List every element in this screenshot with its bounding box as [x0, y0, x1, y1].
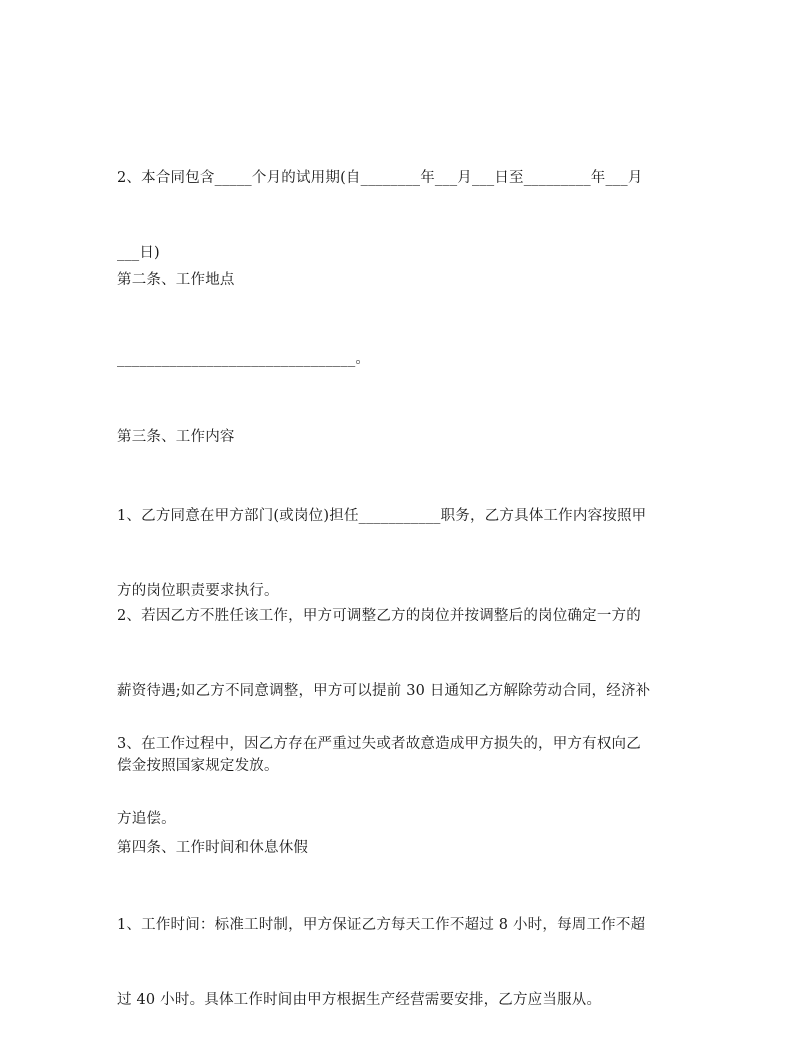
heading-text: 第四条、工作时间和休息休假 — [117, 840, 309, 856]
text-line: ___日) — [117, 245, 160, 261]
heading-text: 第三条、工作内容 — [117, 429, 235, 445]
text-line: 方的岗位职责要求执行。 — [117, 583, 279, 599]
text-line: 薪资待遇;如乙方不同意调整，甲方可以提前 30 日通知乙方解除劳动合同，经济补 — [117, 683, 651, 699]
text-line: 偿金按照国家规定发放。 — [117, 758, 279, 774]
text-line: 1、乙方同意在甲方部门(或岗位)担任___________职务，乙方具体工作内容按照甲 — [117, 508, 647, 524]
text-line: 2、本合同包含_____个月的试用期(自________年___月___日至_________年___月 — [117, 170, 643, 186]
text-line: ________________________________。 — [117, 351, 371, 367]
hours-clause-1 — [117, 863, 682, 1063]
text-line: 2、若因乙方不胜任该工作，甲方可调整乙方的岗位并按调整后的岗位确定一方的 — [117, 608, 641, 624]
text-line: 3、在工作过程中，因乙方存在严重过失或者故意造成甲方损失的，甲方有权向乙 — [117, 736, 641, 752]
text-line: 过 40 小时。具体工作时间由甲方根据生产经营需要安排，乙方应当服从。 — [117, 992, 602, 1008]
heading-text: 第二条、工作地点 — [117, 272, 235, 288]
text-line: 1、工作时间：标准工时制，甲方保证乙方每天工作不超过 8 小时，每周工作不超 — [117, 917, 646, 933]
text-line: 方追偿。 — [117, 811, 176, 827]
